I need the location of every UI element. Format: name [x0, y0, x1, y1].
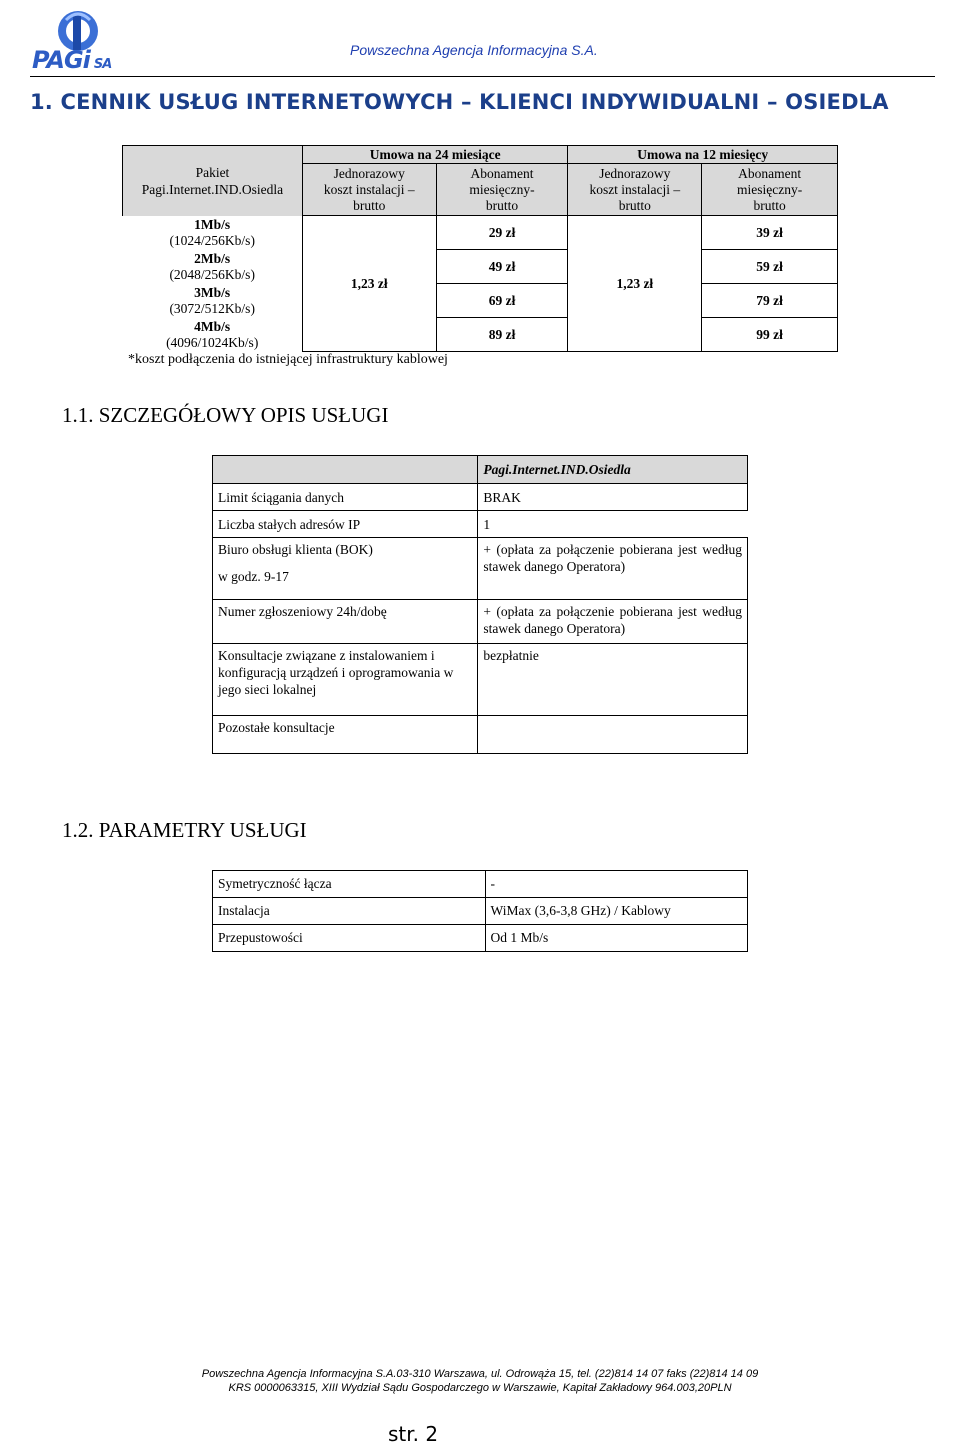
section-heading-parameters: 1.2. PARAMETRY USŁUGI [62, 818, 307, 842]
details-value: BRAK [478, 484, 748, 511]
service-parameters-table [212, 870, 748, 952]
pricing-footnote: *koszt podłączenia do istniejącej infrastruktury kablowej [128, 352, 448, 367]
details-value: + (opłata za połączenie pobierana jest według stawek danego Operatora) [478, 600, 748, 644]
details-column-header: Pagi.Internet.IND.Osiedla [478, 456, 748, 484]
contract-12-header: Umowa na 12 miesięcy [568, 146, 838, 164]
param-value: - [485, 871, 747, 898]
monthly-header-12: Abonament miesięczny- brutto [702, 164, 838, 216]
monthly-price-12: 59 zł [702, 250, 838, 284]
param-label: Symetryczność łącza [213, 871, 486, 898]
monthly-price-24: 29 zł [436, 216, 568, 250]
install-header-24: Jednorazowy koszt instalacji – brutto [302, 164, 436, 216]
service-details-table [212, 455, 748, 754]
contract-24-header: Umowa na 24 miesiące [302, 146, 568, 164]
page-title: 1. CENNIK USŁUG INTERNETOWYCH – KLIENCI INDYWIDUALNI – OSIEDLA [30, 90, 889, 114]
details-label: Konsultacje związane z instalowaniem i konfiguracją urządzeń i oprogramowania w jego sieci lokalnej [213, 644, 478, 716]
details-label: Limit ściągania danych [213, 484, 478, 511]
logo-suffix: SA [93, 57, 112, 72]
page-number: str. 2 [388, 1422, 439, 1446]
param-value: Od 1 Mb/s [485, 925, 747, 952]
install-header-12: Jednorazowy koszt instalacji – brutto [568, 164, 702, 216]
monthly-price-12: 99 zł [702, 318, 838, 352]
company-logo [28, 6, 128, 76]
speed-cell: 1Mb/s (1024/256Kb/s) [169, 216, 255, 248]
company-name-header: Powszechna Agencja Informacyjna S.A. [350, 42, 598, 58]
details-label: Pozostałe konsultacje [213, 716, 478, 754]
details-label: Numer zgłoszeniowy 24h/dobę [213, 600, 478, 644]
speed-cell: 3Mb/s (3072/512Kb/s) [169, 284, 255, 316]
monthly-price-24: 69 zł [436, 284, 568, 318]
footer-address: Powszechna Agencja Informacyjna S.A.03-310 Warszawa, ul. Odrowąża 15, tel. (22)814 14 07 faks (22)814 14 09 [201, 1368, 759, 1380]
install-price-12: 1,23 zł [568, 216, 702, 352]
package-header: Pakiet Pagi.Internet.IND.Osiedla [123, 146, 303, 216]
monthly-price-12: 79 zł [702, 284, 838, 318]
details-header-blank [213, 456, 478, 484]
monthly-price-24: 49 zł [436, 250, 568, 284]
pricing-table [122, 145, 838, 352]
section-heading-details: 1.1. SZCZEGÓŁOWY OPIS USŁUGI [62, 403, 389, 427]
details-value: 1 [478, 511, 748, 538]
speed-cell: 2Mb/s (2048/256Kb/s) [169, 250, 255, 282]
param-label: Instalacja [213, 898, 486, 925]
monthly-price-12: 39 zł [702, 216, 838, 250]
details-value: + (opłata za połączenie pobierana jest według stawek danego Operatora) [478, 538, 748, 600]
speed-cell: 4Mb/s (4096/1024Kb/s) [166, 318, 259, 350]
details-value: bezpłatnie [478, 644, 748, 716]
details-label: Biuro obsługi klienta (BOK) w godz. 9-17 [213, 538, 478, 600]
param-label: Przepustowości [213, 925, 486, 952]
monthly-header-24: Abonament miesięczny- brutto [436, 164, 568, 216]
param-value: WiMax (3,6-3,8 GHz) / Kablowy [485, 898, 747, 925]
details-label: Liczba stałych adresów IP [213, 511, 478, 538]
header-divider [30, 76, 935, 77]
install-price-24: 1,23 zł [302, 216, 436, 352]
footer-registration: KRS 0000063315, XIII Wydział Sądu Gospodarczego w Warszawie, Kapitał Zakładowy 964.003,20PLN [228, 1382, 732, 1394]
logo-text: PAGi [32, 46, 90, 74]
monthly-price-24: 89 zł [436, 318, 568, 352]
details-value [478, 716, 748, 754]
